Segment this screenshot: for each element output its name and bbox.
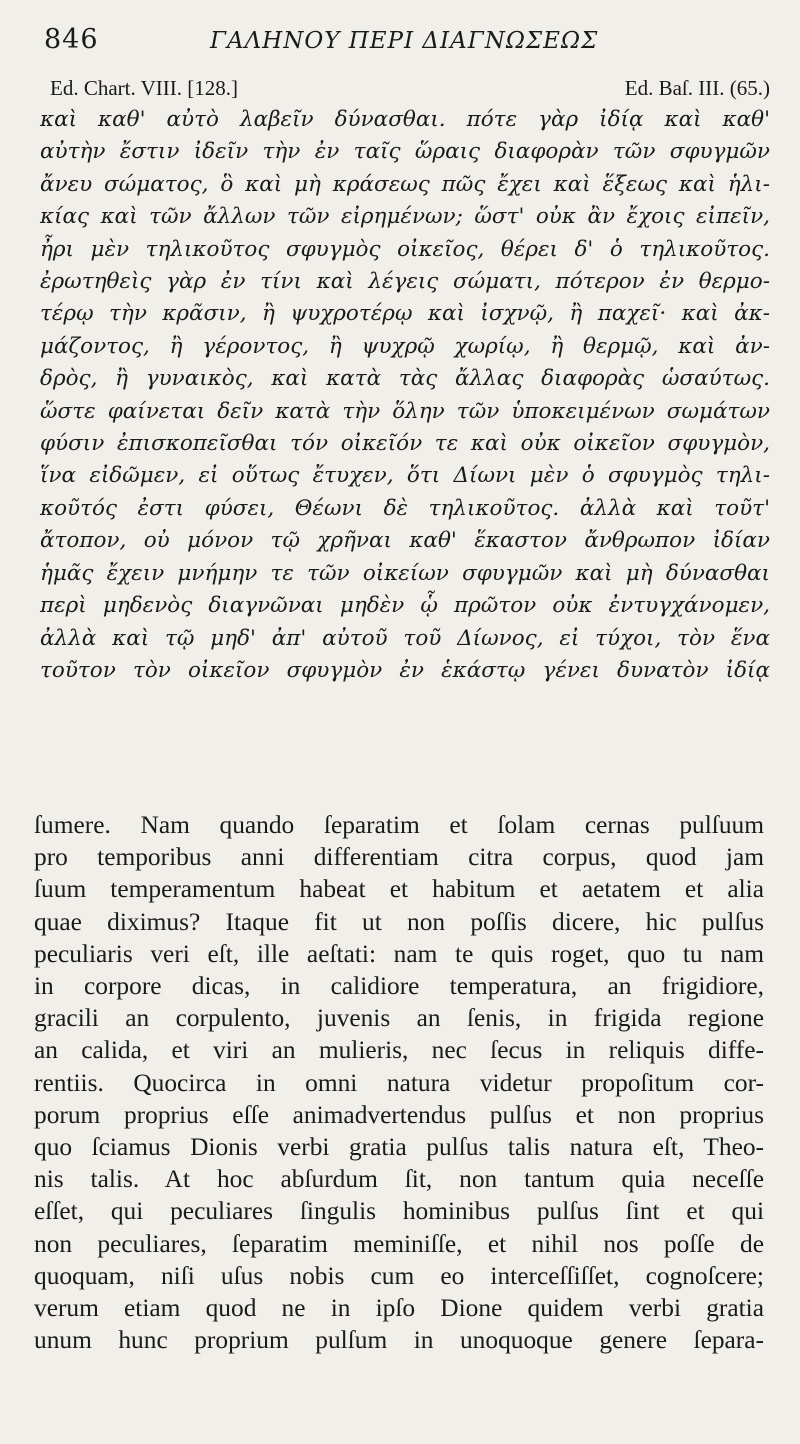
latin-line: non peculiares, ſeparatim meminiſſe, et nihil nos poſſe de [34, 1229, 764, 1258]
greek-line: περὶ μηδενὸς διαγνῶναι μηδὲν ᾧ πρῶτον οὐκ ἐντυγχάνομεν, [40, 593, 770, 619]
greek-line: κίας καὶ τῶν ἄλλων τῶν εἰρημένων; ὥστ' οὐκ ἂν ἔχοις εἰπεῖν, [40, 204, 770, 230]
latin-line: rentiis. Quocirca in omni natura videtur propoſitum cor- [34, 1068, 764, 1097]
greek-line: αὐτὴν ἔστιν ἰδεῖν τὴν ἐν ταῖς ὥραις διαφορὰν τῶν σφυγμῶν [40, 139, 770, 165]
edition-reference-left: Ed. Chart. VIII. [128.] [50, 76, 238, 100]
greek-line: τέρῳ τὴν κρᾶσιν, ἢ ψυχροτέρῳ καὶ ἰσχνῷ, ἢ παχεῖ· καὶ ἀκ- [40, 301, 770, 327]
greek-line: ἦρι μὲν τηλικοῦτος σφυγμὸς οἰκεῖος, θέρει δ' ὁ τηλικοῦτος. [40, 236, 770, 262]
latin-line: porum proprius eſſe animadvertendus pulſus et non proprius [34, 1100, 764, 1129]
running-title: ΓΑΛΗΝΟΥ ΠΕΡΙ ΔΙΑΓΝΩΣΕΩΣ [210, 28, 599, 54]
latin-line: unum hunc proprium pulſum in unoquoque genere ſepara- [34, 1326, 764, 1355]
latin-line: quo ſciamus Dionis verbi gratia pulſus talis natura eſt, Theo- [34, 1133, 764, 1162]
latin-line: quae diximus? Itaque fit ut non poſſis dicere, hic pulſus [34, 907, 764, 936]
greek-line: τοῦτον τὸν οἰκεῖον σφυγμὸν ἐν ἑκάστῳ γένει δυνατὸν ἰδίᾳ [40, 657, 770, 683]
greek-line: ἄτοπον, οὐ μόνον τῷ χρῆναι καθ' ἕκαστον ἄνθρωπον ἰδίαν [40, 528, 770, 554]
greek-line: ἐρωτηθεὶς γὰρ ἐν τίνι καὶ λέγεις σώματι, πότερον ἐν θερμο- [40, 269, 770, 295]
greek-line: ἡμᾶς ἔχειν μνήμην τε τῶν οἰκείων σφυγμῶν καὶ μὴ δύνασθαι [40, 560, 770, 586]
latin-text-block [34, 809, 764, 1356]
greek-line: μάζοντος, ἢ γέροντος, ἢ ψυχρῷ χωρίῳ, ἢ θερμῷ, καὶ ἀν- [40, 333, 770, 359]
latin-line: verum etiam quod ne in ipſo Dione quidem verbi gratia [34, 1294, 764, 1323]
page-number: 846 [44, 24, 99, 55]
latin-line: ſumere. Nam quando ſeparatim et ſolam cernas pulſuum [34, 811, 764, 839]
greek-line: καὶ καθ' αὐτὸ λαβεῖν δύνασθαι. πότε γὰρ ἰδίᾳ καὶ καθ' [40, 107, 770, 132]
greek-line: ὥστε φαίνεται δεῖν κατὰ τὴν ὅλην τῶν ὑποκειμένων σωμάτων [40, 398, 770, 424]
greek-line: φύσιν ἐπισκοπεῖσθαι τόν οἰκεῖόν τε καὶ οὐκ οἰκεῖον σφυγμὸν, [40, 431, 770, 457]
greek-line: κοῦτός ἐστι φύσει, Θέωνι δὲ τηλικοῦτος. ἀλλὰ καὶ τοῦτ' [40, 495, 770, 521]
latin-line: eſſet, qui peculiares ſingulis hominibus pulſus ſint et qui [34, 1197, 764, 1226]
latin-line: in corpore dicas, in calidiore temperatura, an frigidiore, [34, 972, 764, 1001]
greek-line: ἀλλὰ καὶ τῷ μηδ' ἀπ' αὐτοῦ τοῦ Δίωνος, εἰ τύχοι, τὸν ἕνα [40, 625, 770, 651]
latin-line: peculiaris veri eſt, ille aeſtati: nam te quis roget, quo tu nam [34, 939, 764, 968]
greek-text-block [40, 104, 770, 687]
latin-line: nis talis. At hoc abſurdum ſit, non tantum quia neceſſe [34, 1165, 764, 1194]
greek-line: ἄνευ σώματος, ὃ καὶ μὴ κράσεως πῶς ἔχει καὶ ἕξεως καὶ ἡλι- [40, 171, 770, 197]
latin-line: pro temporibus anni differentiam citra corpus, quod jam [34, 843, 764, 872]
edition-reference-right: Ed. Baſ. III. (65.) [624, 76, 770, 100]
latin-line: an calida, et viri an mulieris, nec ſecus in reliquis diffe- [34, 1036, 764, 1065]
greek-line: ἵνα εἰδῶμεν, εἰ οὕτως ἔτυχεν, ὅτι Δίωνι μὲν ὁ σφυγμὸς τηλι- [40, 463, 770, 489]
greek-line: δρὸς, ἢ γυναικὸς, καὶ κατὰ τὰς ἄλλας διαφορὰς ὡσαύτως. [40, 366, 770, 392]
latin-line: quoquam, niſi uſus nobis cum eo interceſſiſſet, cognoſcere; [34, 1261, 764, 1290]
latin-line: gracili an corpulento, juvenis an ſenis, in frigida regione [34, 1004, 764, 1033]
latin-line: ſuum temperamentum habeat et habitum et aetatem et alia [34, 875, 764, 904]
